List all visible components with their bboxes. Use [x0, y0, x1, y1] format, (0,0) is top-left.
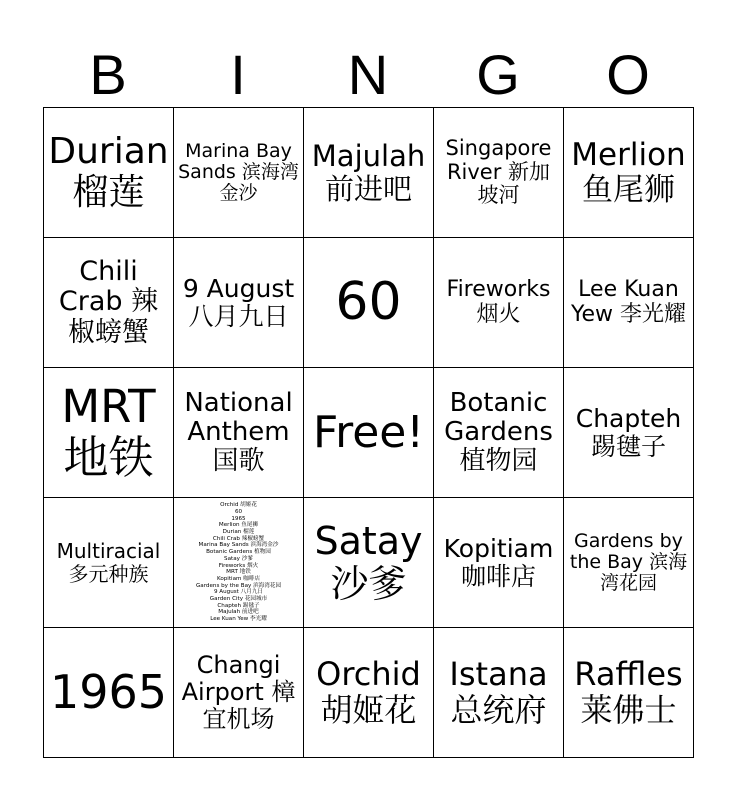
cell-text: Merlion 鱼尾狮 — [571, 136, 686, 208]
cell-text: Chapteh 踢毽子 — [575, 403, 682, 461]
word-list-item: Merlion 鱼尾狮 — [218, 522, 259, 529]
cell-text: Gardens by the Bay 滨海湾花园 — [569, 529, 688, 595]
bingo-cell[interactable] — [304, 238, 434, 368]
word-list-item: Chapteh 踢毽子 — [217, 602, 260, 609]
cell-text: Majulah 前进吧 — [311, 139, 426, 206]
bingo-cell[interactable] — [44, 368, 174, 498]
cell-text: Chili Crab 辣椒螃蟹 — [58, 256, 159, 348]
cell-text: Changi Airport 樟宜机场 — [181, 651, 296, 733]
word-list-item: MRT 地铁 — [226, 569, 251, 576]
word-list-cell — [174, 498, 304, 628]
cell-text: Durian 榴莲 — [48, 131, 169, 213]
word-list-item: Satay 沙爹 — [224, 555, 253, 562]
word-list-item: Orchid 胡姬花 — [220, 502, 257, 509]
bingo-cell[interactable] — [44, 108, 174, 238]
word-list-item: Gardens by the Bay 滨海湾花园 — [195, 582, 282, 589]
header-letter-g: G — [476, 43, 520, 106]
bingo-cell[interactable] — [174, 368, 304, 498]
cell-text: Botanic Gardens 植物园 — [444, 387, 553, 477]
bingo-board — [43, 107, 694, 758]
bingo-cell[interactable] — [304, 498, 434, 628]
bingo-cell[interactable] — [564, 498, 694, 628]
cell-text: 1965 — [49, 664, 168, 719]
bingo-cell[interactable] — [174, 628, 304, 758]
cell-text: Singapore River 新加坡河 — [445, 136, 552, 208]
header-letter-n: N — [347, 43, 389, 106]
word-list-item: 9 August 八月九日 — [213, 589, 264, 596]
bingo-cell[interactable] — [564, 628, 694, 758]
bingo-cell[interactable] — [304, 108, 434, 238]
cell-text: Marina Bay Sands 滨海湾金沙 — [178, 139, 299, 205]
bingo-cell[interactable] — [434, 368, 564, 498]
bingo-cell[interactable] — [434, 108, 564, 238]
cell-text: Raffles 莱佛士 — [574, 654, 683, 729]
word-list-item: Garden City 花园城市 — [209, 596, 268, 603]
cell-text: Kopitiam 咖啡店 — [443, 533, 554, 591]
bingo-cell[interactable] — [44, 238, 174, 368]
bingo-cell[interactable] — [44, 628, 174, 758]
cell-text: Fireworks 烟火 — [446, 276, 551, 327]
header-letter-o: O — [606, 43, 650, 106]
cell-text: Multiracial 多元种族 — [56, 539, 161, 586]
cell-text: MRT 地铁 — [61, 380, 156, 484]
bingo-cell[interactable] — [304, 628, 434, 758]
header-letter-b: B — [89, 43, 127, 106]
free-space-cell[interactable] — [304, 368, 434, 498]
word-list-item: 60 — [234, 508, 243, 515]
word-list-item: Fireworks 烟火 — [218, 562, 259, 569]
word-list-item: Kopitiam 咖啡店 — [216, 575, 261, 582]
cell-text: Orchid 胡姬花 — [316, 654, 421, 729]
word-list-item: 1965 — [231, 515, 246, 522]
cell-text: Lee Kuan Yew 李光耀 — [570, 276, 687, 327]
word-list-item: Durian 榴莲 — [222, 528, 255, 535]
bingo-cell[interactable] — [434, 498, 564, 628]
bingo-cell[interactable] — [434, 628, 564, 758]
word-list — [196, 502, 281, 623]
bingo-cell[interactable] — [174, 238, 304, 368]
cell-text: National Anthem 国歌 — [184, 387, 293, 477]
bingo-header — [43, 44, 693, 106]
bingo-cell[interactable] — [434, 238, 564, 368]
bingo-cell[interactable] — [174, 108, 304, 238]
bingo-cell[interactable] — [564, 368, 694, 498]
cell-text: 9 August 八月九日 — [182, 273, 295, 331]
word-list-item: Marina Bay Sands 滨海湾金沙 — [198, 542, 279, 549]
word-list-item: Chili Crab 辣椒螃蟹 — [212, 535, 265, 542]
word-list-item: Majulah 前进吧 — [218, 609, 259, 616]
bingo-cell[interactable] — [564, 238, 694, 368]
word-list-item: Botanic Gardens 植物园 — [206, 549, 271, 556]
cell-text: 60 — [335, 272, 402, 333]
bingo-cell[interactable] — [564, 108, 694, 238]
bingo-cell[interactable] — [44, 498, 174, 628]
header-letter-i: I — [230, 43, 246, 106]
cell-text: Satay 沙爹 — [314, 518, 423, 606]
word-list-item: Lee Kuan Yew 李光耀 — [210, 616, 267, 623]
free-space-label: Free! — [312, 406, 424, 458]
cell-text: Istana 总统府 — [449, 654, 548, 729]
